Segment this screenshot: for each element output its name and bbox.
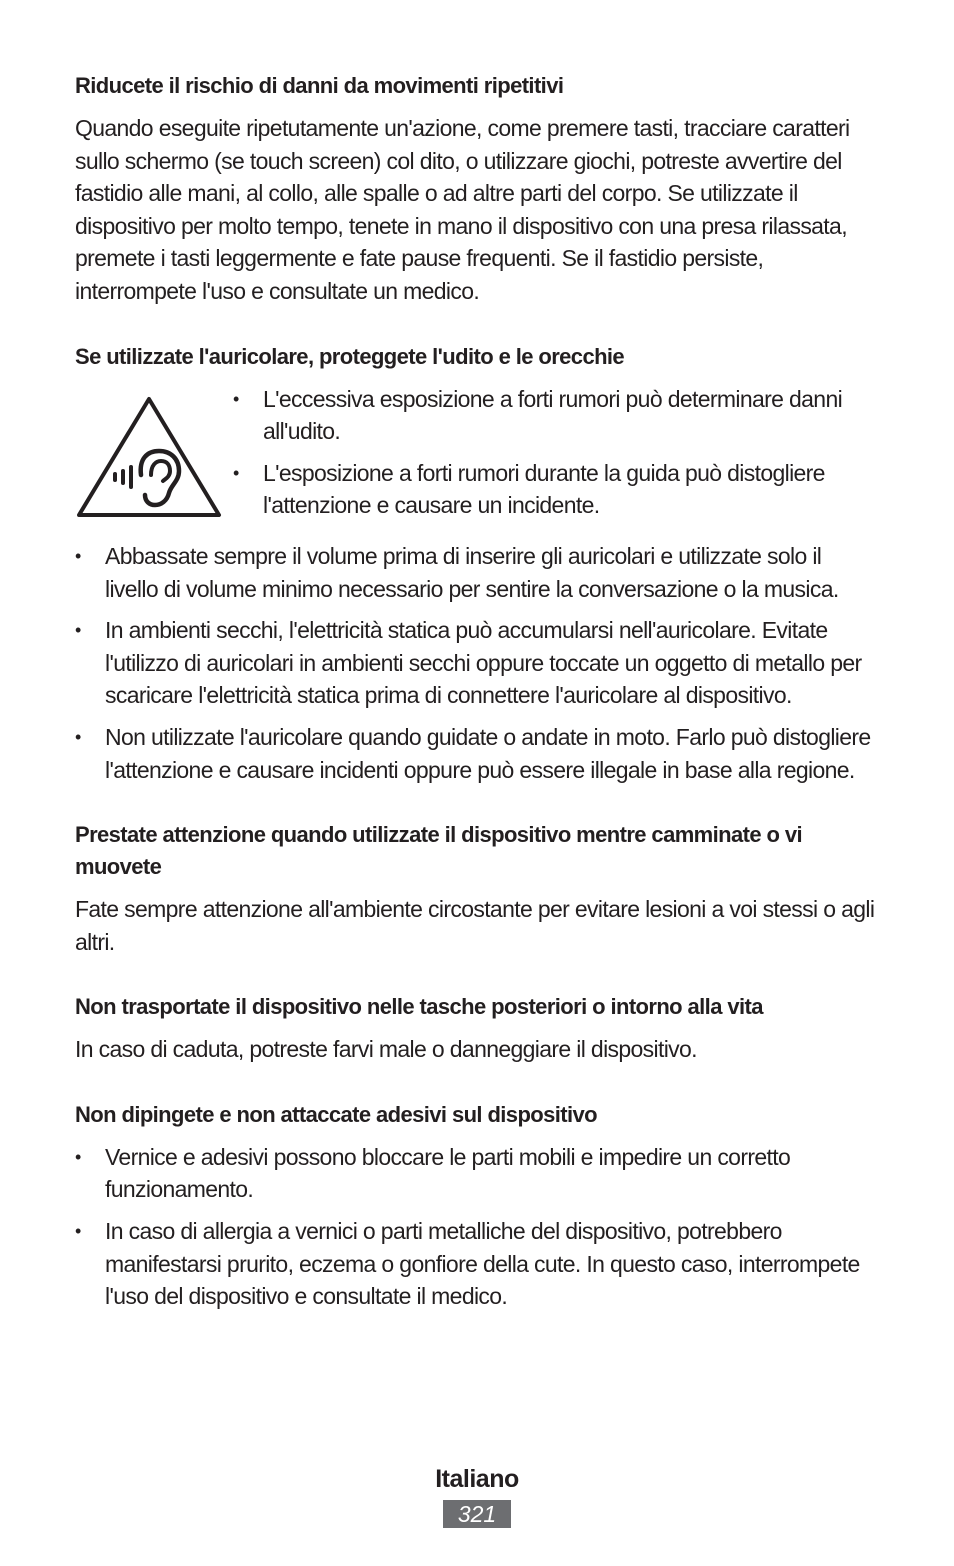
footer-language: Italiano	[435, 1465, 519, 1493]
list-item-text: Abbassate sempre il volume prima di inserire gli auricolari e utilizzate solo il livello di volume minimo necessario per sentire la conversazione o la musica.	[105, 542, 839, 602]
list-item-text: In caso di allergia a vernici o parti metalliche del dispositivo, potrebbero manifestarsi prurito, eczema o gonfiore della cute. In questo caso, interrompete l'uso del dispositivo e consultate il medico.	[105, 1218, 860, 1310]
bullet-list	[75, 540, 875, 786]
section-heading: Non trasportate il dispositivo nelle tasche posteriori o intorno alla vita	[75, 994, 763, 1020]
page-number-badge: 321	[443, 1500, 511, 1528]
list-item	[75, 1141, 875, 1206]
section-heading: Riducete il rischio di danni da movimenti ripetitivi	[75, 73, 564, 98]
page-footer	[0, 1462, 954, 1528]
section-heading: Se utilizzate l'auricolare, proteggete l'udito e le orecchie	[75, 343, 625, 369]
list-item	[75, 614, 875, 712]
document-page	[75, 70, 875, 1346]
section-pocket-carry	[75, 991, 875, 1066]
bullet-glyph: •	[75, 545, 81, 566]
icon-bullet-list	[233, 383, 875, 531]
list-item-text: L'esposizione a forti rumori durante la guida può distogliere l'attenzione e causare un incidente.	[263, 459, 825, 519]
bullet-glyph: •	[233, 388, 239, 409]
section-paragraph: Fate sempre attenzione all'ambiente circostante per evitare lesioni a voi stessi o agli altri.	[75, 896, 875, 955]
section-heading: Prestate attenzione quando utilizzate il dispositivo mentre camminate o vi muovete	[75, 822, 802, 880]
list-item	[75, 1215, 875, 1313]
bullet-glyph: •	[75, 1146, 81, 1167]
list-item	[233, 383, 875, 448]
section-paragraph: Quando eseguite ripetutamente un'azione, come premere tasti, tracciare caratteri sullo schermo (se touch screen) col dito, o utilizzare giochi, potreste avvertire del fastidio alle mani, al collo, alle spalle o ad altre parti del corpo. Se utilizzate il dispositivo per molto tempo, tenete in mano il dispositivo con una presa rilassata, premete i tasti leggermente e fate pause frequenti. Se il fastidio persiste, interrompete l'uso e consultate un medico.	[75, 115, 850, 304]
bullet-glyph: •	[75, 1221, 81, 1242]
list-item-text: In ambienti secchi, l'elettricità statica può accumularsi nell'auricolare. Evitate l'utilizzo di auricolari in ambienti secchi oppure toccate un oggetto di metallo per scaricare l'elettricità statica prima di connettere l'auricolare al dispositivo.	[105, 617, 862, 709]
section-paragraph: In caso di caduta, potreste farvi male o danneggiare il dispositivo.	[75, 1036, 697, 1063]
bullet-glyph: •	[75, 726, 81, 747]
bullet-glyph: •	[75, 620, 81, 641]
hearing-warning-row	[75, 383, 875, 531]
list-item	[233, 457, 875, 522]
section-heading: Non dipingete e non attaccate adesivi sul dispositivo	[75, 1101, 597, 1127]
bullet-glyph: •	[233, 462, 239, 483]
list-item	[75, 721, 875, 786]
list-item-text: Vernice e adesivi possono bloccare le parti mobili e impedire un corretto funzionamento.	[105, 1143, 791, 1203]
list-item-text: L'eccessiva esposizione a forti rumori può determinare danni all'udito.	[263, 385, 843, 445]
section-repetitive-motion	[75, 70, 875, 308]
hearing-warning-icon	[75, 395, 223, 519]
bullet-list	[75, 1141, 875, 1313]
list-item	[75, 540, 875, 605]
list-item-text: Non utilizzate l'auricolare quando guidate o andate in moto. Farlo può distogliere l'attenzione e causare incidenti oppure può essere illegale in base alla regione.	[105, 723, 871, 783]
section-walking-attention	[75, 819, 875, 958]
section-paint-stickers	[75, 1099, 875, 1313]
section-hearing-protection	[75, 341, 875, 787]
